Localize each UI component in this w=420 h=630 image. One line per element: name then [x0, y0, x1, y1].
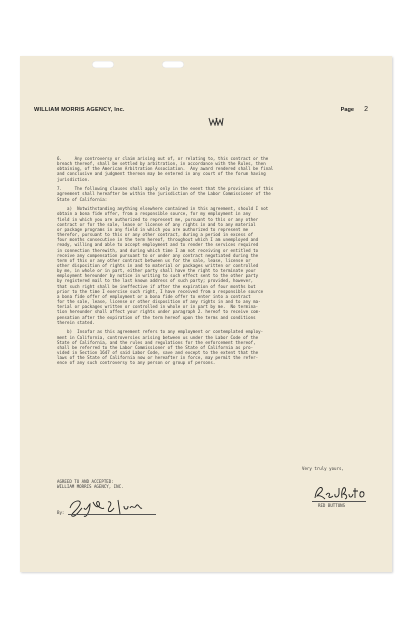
agency-logo-icon [208, 117, 224, 126]
signature-line-left [68, 514, 156, 515]
paragraph-7b: b) Insofar as this agreement refers to any employment or contemplated employ- ment in California, controversies arising between us under the Labor Code of the State of California, and the rules and regulations for the enforcement thereof, shall be referred to the Labor Commissioner of the State of California as pro- vided in Section 1647 of said Labor Code, save and except to the extent that the laws of the State of California now or hereafter in force, may permit the refer- ence of any such controversy to any person or group of persons. [57, 329, 264, 366]
letterhead [20, 107, 392, 121]
page-label: Page [340, 107, 354, 113]
paragraph-6: 6. Any controversy or claim arising out of, or relating to, this contract or the breach thereof, shall be settled by arbitration, in accordance with the Rules, then obtaining, of the American Arbitration Association. Any award rendered shall be final and conclusive and judgment thereon may be entered in any court of the forum having jurisdiction. [57, 156, 274, 182]
agency-name: WILLIAM MORRIS AGENCY, Inc. [34, 107, 125, 113]
by-label: By: [57, 510, 65, 515]
signature-line-right [312, 501, 366, 502]
handwritten-signature-left [66, 496, 156, 520]
acceptance-block: AGREED TO AND ACCEPTED: WILLIAM MORRIS AGENCY, INC. [57, 479, 124, 490]
signatory-name: RED BUTTONS [318, 503, 346, 508]
closing-line: Very truly yours, [302, 466, 344, 471]
punch-hole-left [92, 61, 114, 68]
document-body [57, 156, 373, 370]
punch-hole-right [162, 61, 184, 68]
page-number: 2 [364, 106, 368, 113]
paragraph-7: 7. The following clauses shall apply only in the event that the provisions of this agreement shall hereafter be within the jurisdiction of the Labor Commissioner of the State of California: [57, 186, 274, 202]
paragraph-7a: a) Notwithstanding anything elsewhere contained in this agreement, should I not obtain a bona fide offer, from a responsible source, for my employment in any field in which you are authorized to represent me, pursuant to this or any other contract or for the sale, lease or license of any rights in and to any material or package programs in any field in which you are authorized to represent me therefor, pursuant to this or any other contract, during a period in excess of four months consecutive in the term hereof, throughout which I am unemployed and ready, willing and able to accept employment and to render the services required in connection therewith, and during which time I am not receiving or entitled to receive any compensation pursuant to or under any contract negotiated during the term of this or any other contract between us for the sale, lease, license or other disposition of rights in and to material or packages written or controlled by me, in whole or in part, either party shall have the right to terminate your employment hereunder by notice in writing to such effect sent to the other party by registered mail to the last known address of such party; provided, however, that such right shall be ineffective if after the expiration of four months but prior to the time I exercise such right, I have received from a responsible source a bona fide offer of employment or a bona fide offer to enter into a contract for the sale, lease, license or other disposition of any rights in and to any ma- terial or packages written or controlled in whole or in part by me. No termina- tion hereunder shall affect your rights under paragraph 2. hereof to receive com- pensation after the expiration of the term hereof upon the terms and conditions therein stated. [57, 206, 269, 325]
